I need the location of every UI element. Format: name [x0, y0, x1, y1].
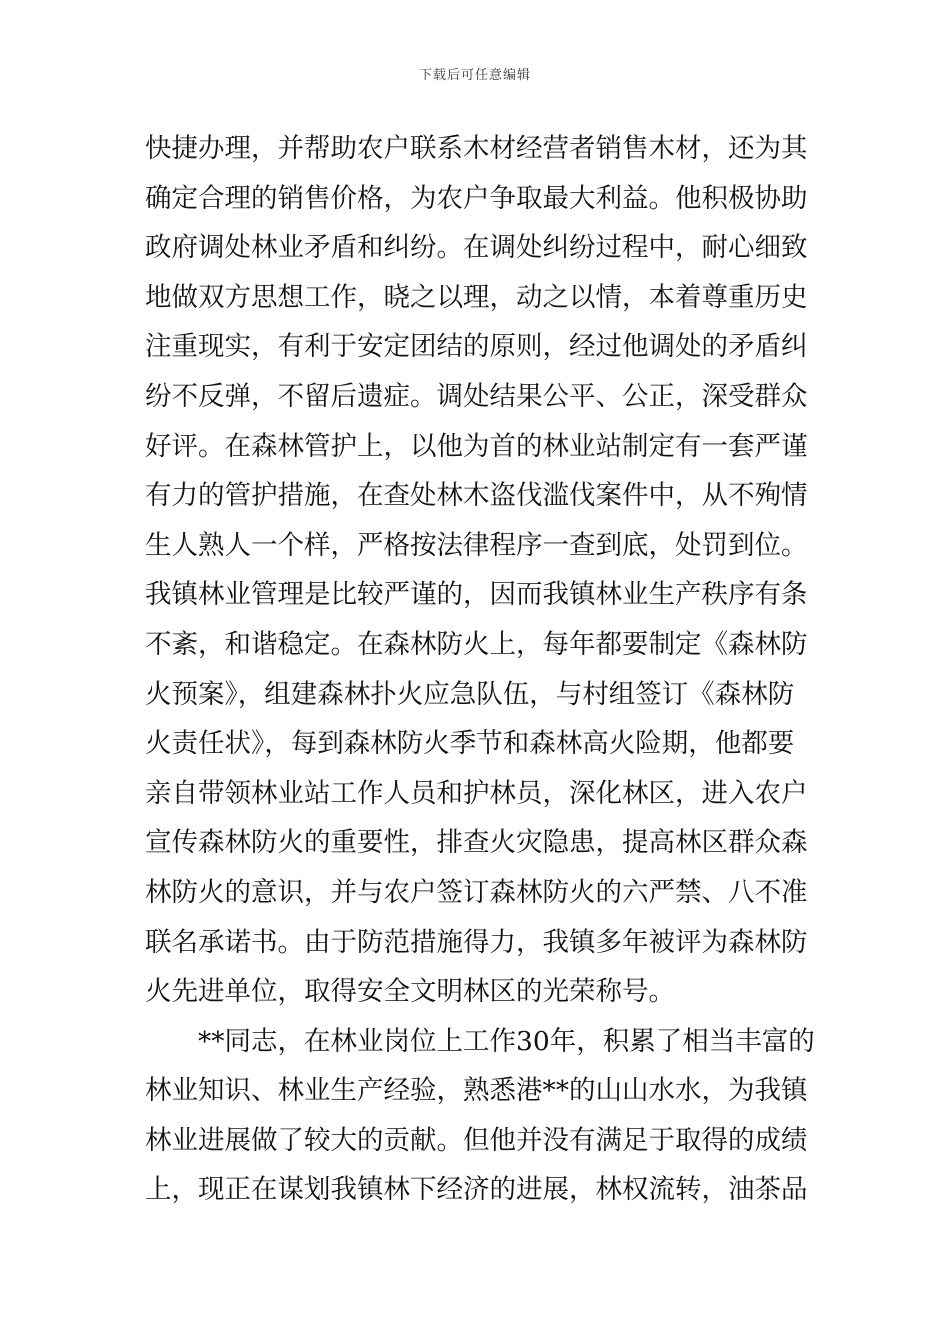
document-body [145, 124, 815, 1215]
text-line: 林防火的意识，并与农户签订森林防火的六严禁、八不准 [145, 876, 808, 908]
text-line: 纷不反弹，不留后遗症。调处结果公平、公正，深受群众 [145, 380, 808, 412]
text-line: 我镇林业管理是比较严谨的，因而我镇林业生产秩序有条 [145, 579, 808, 611]
text-line: 联名承诺书。由于防范措施得力，我镇多年被评为森林防 [145, 926, 808, 958]
text-line: 确定合理的销售价格，为农户争取最大利益。他积极协助 [145, 182, 808, 214]
paragraph-start-line: **同志，在林业岗位上工作30年，积累了相当丰富的 [198, 1025, 815, 1057]
text-line: 林业知识、林业生产经验，熟悉港**的山山水水，为我镇 [145, 1075, 808, 1107]
text-line: 火责任状》，每到森林防火季节和森林高火险期，他都要 [145, 728, 795, 760]
text-line: 快捷办理，并帮助农户联系木材经营者销售木材，还为其 [145, 133, 808, 164]
text-line: 政府调处林业矛盾和纠纷。在调处纠纷过程中，耐心细致 [145, 232, 808, 264]
text-line: 好评。在森林管护上，以他为首的林业站制定有一套严谨 [145, 430, 808, 462]
text-line: 生人熟人一个样，严格按法律程序一查到底，处罚到位。 [145, 529, 808, 561]
text-line: 注重现实，有利于安定团结的原则，经过他调处的矛盾纠 [145, 331, 808, 363]
text-line: 有力的管护措施，在查处林木盗伐滥伐案件中，从不殉情 [145, 480, 808, 512]
text-line: 亲自带领林业站工作人员和护林员，深化林区，进入农户 [145, 777, 808, 809]
text-line: 不紊，和谐稳定。在森林防火上，每年都要制定《森林防 [145, 628, 808, 660]
text-line: 地做双方思想工作，晓之以理，动之以情，本着尊重历史 [145, 281, 808, 313]
text-line: 火先进单位，取得安全文明林区的光荣称号。 [145, 976, 675, 1008]
text-line: 火预案》，组建森林扑火应急队伍，与村组签订《森林防 [145, 678, 795, 710]
text-line: 上，现正在谋划我镇林下经济的进展，林权流转，油茶品 [145, 1174, 808, 1206]
text-line: 林业进展做了较大的贡献。但他并没有满足于取得的成绩 [145, 1124, 808, 1156]
page-header: 下载后可任意编辑 [418, 68, 531, 83]
text-line: 宣传森林防火的重要性，排查火灾隐患，提高林区群众森 [145, 827, 808, 859]
